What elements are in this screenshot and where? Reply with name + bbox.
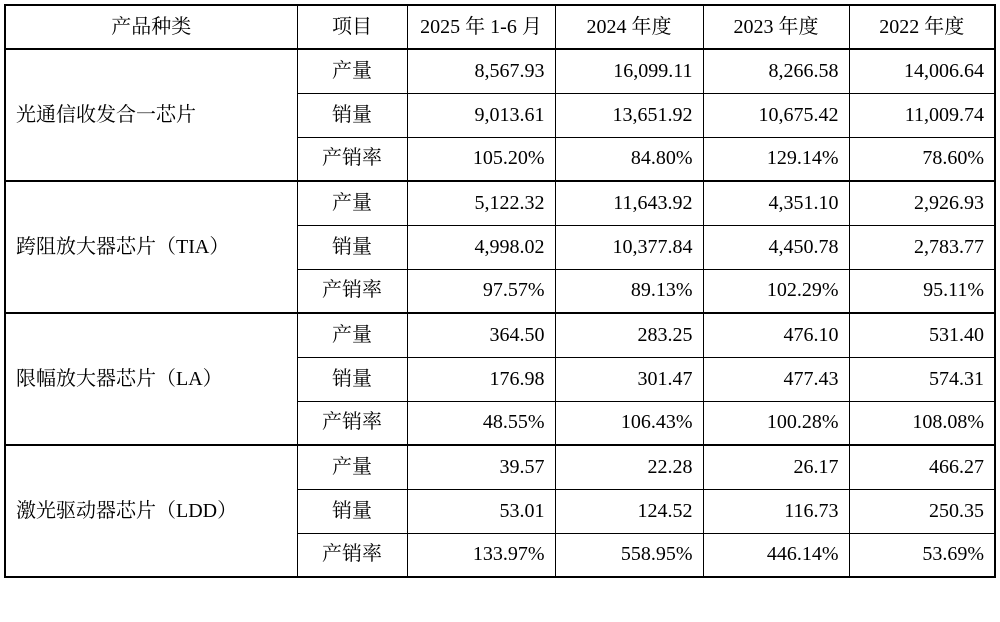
- value-cell: 100.28%: [703, 401, 849, 445]
- value-cell: 176.98: [407, 357, 555, 401]
- item-cell: 销量: [297, 357, 407, 401]
- value-cell: 5,122.32: [407, 181, 555, 225]
- category-cell: 激光驱动器芯片（LDD）: [5, 445, 297, 577]
- item-cell: 产量: [297, 313, 407, 357]
- value-cell: 8,567.93: [407, 49, 555, 93]
- header-item: 项目: [297, 5, 407, 49]
- value-cell: 14,006.64: [849, 49, 995, 93]
- value-cell: 26.17: [703, 445, 849, 489]
- table-row: [5, 445, 995, 489]
- value-cell: 558.95%: [555, 533, 703, 577]
- value-cell: 95.11%: [849, 269, 995, 313]
- value-cell: 16,099.11: [555, 49, 703, 93]
- value-cell: 129.14%: [703, 137, 849, 181]
- value-cell: 78.60%: [849, 137, 995, 181]
- value-cell: 11,009.74: [849, 93, 995, 137]
- value-cell: 8,266.58: [703, 49, 849, 93]
- value-cell: 364.50: [407, 313, 555, 357]
- table-body: [5, 49, 995, 577]
- value-cell: 116.73: [703, 489, 849, 533]
- table-row: [5, 313, 995, 357]
- item-cell: 产销率: [297, 533, 407, 577]
- category-cell: 跨阻放大器芯片（TIA）: [5, 181, 297, 313]
- value-cell: 283.25: [555, 313, 703, 357]
- header-period-2024: 2024 年度: [555, 5, 703, 49]
- value-cell: 97.57%: [407, 269, 555, 313]
- table-row: [5, 49, 995, 93]
- item-cell: 产销率: [297, 401, 407, 445]
- category-cell: 限幅放大器芯片（LA）: [5, 313, 297, 445]
- value-cell: 10,675.42: [703, 93, 849, 137]
- value-cell: 124.52: [555, 489, 703, 533]
- value-cell: 84.80%: [555, 137, 703, 181]
- value-cell: 11,643.92: [555, 181, 703, 225]
- item-cell: 产量: [297, 445, 407, 489]
- value-cell: 574.31: [849, 357, 995, 401]
- item-cell: 销量: [297, 93, 407, 137]
- value-cell: 89.13%: [555, 269, 703, 313]
- value-cell: 105.20%: [407, 137, 555, 181]
- table-row: [5, 181, 995, 225]
- value-cell: 301.47: [555, 357, 703, 401]
- value-cell: 9,013.61: [407, 93, 555, 137]
- value-cell: 102.29%: [703, 269, 849, 313]
- value-cell: 4,450.78: [703, 225, 849, 269]
- item-cell: 产量: [297, 181, 407, 225]
- item-cell: 产销率: [297, 137, 407, 181]
- header-period-2023: 2023 年度: [703, 5, 849, 49]
- header-period-2022: 2022 年度: [849, 5, 995, 49]
- value-cell: 48.55%: [407, 401, 555, 445]
- value-cell: 53.01: [407, 489, 555, 533]
- value-cell: 2,926.93: [849, 181, 995, 225]
- table-header: [5, 5, 995, 49]
- value-cell: 133.97%: [407, 533, 555, 577]
- value-cell: 39.57: [407, 445, 555, 489]
- item-cell: 产量: [297, 49, 407, 93]
- production-sales-table: [4, 4, 996, 578]
- item-cell: 销量: [297, 489, 407, 533]
- value-cell: 4,351.10: [703, 181, 849, 225]
- item-cell: 销量: [297, 225, 407, 269]
- value-cell: 477.43: [703, 357, 849, 401]
- category-cell: 光通信收发合一芯片: [5, 49, 297, 181]
- value-cell: 106.43%: [555, 401, 703, 445]
- header-category: 产品种类: [5, 5, 297, 49]
- value-cell: 476.10: [703, 313, 849, 357]
- value-cell: 446.14%: [703, 533, 849, 577]
- header-row: [5, 5, 995, 49]
- value-cell: 466.27: [849, 445, 995, 489]
- value-cell: 531.40: [849, 313, 995, 357]
- value-cell: 53.69%: [849, 533, 995, 577]
- value-cell: 10,377.84: [555, 225, 703, 269]
- value-cell: 108.08%: [849, 401, 995, 445]
- value-cell: 13,651.92: [555, 93, 703, 137]
- value-cell: 2,783.77: [849, 225, 995, 269]
- header-period-2025h1: 2025 年 1-6 月: [407, 5, 555, 49]
- item-cell: 产销率: [297, 269, 407, 313]
- value-cell: 22.28: [555, 445, 703, 489]
- value-cell: 250.35: [849, 489, 995, 533]
- value-cell: 4,998.02: [407, 225, 555, 269]
